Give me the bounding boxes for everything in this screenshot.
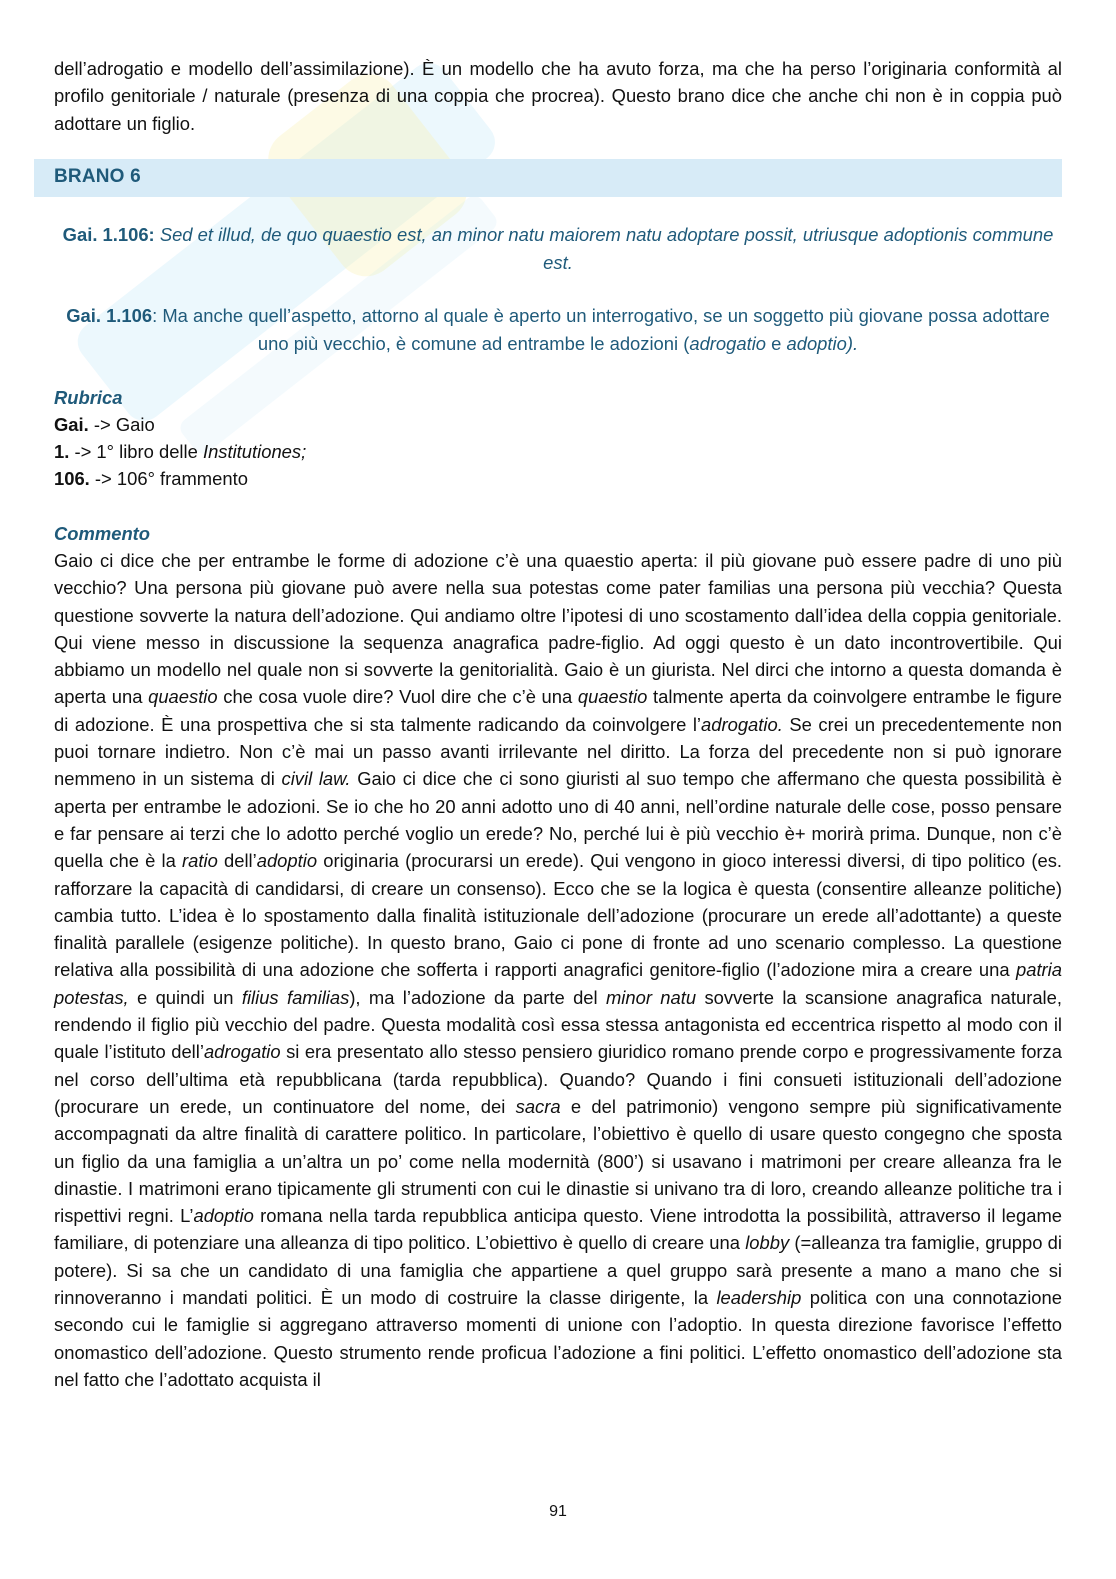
rubrica-value: -> 106° frammento	[89, 468, 248, 489]
commento-text: ), ma l’adozione da parte del	[349, 986, 606, 1008]
rubrica-section	[54, 384, 1062, 492]
translation-quote-text: : Ma anche quell’aspetto, attorno al quale è aperto un interrogativo, se un soggetto più giovane possa adottare uno più vecchio, è comune ad entrambe le adozioni (	[152, 305, 1050, 354]
rubrica-key: 106.	[54, 468, 90, 489]
commento-text: e quindi un	[128, 986, 242, 1008]
page-number: 91	[549, 1503, 567, 1520]
commento-section	[54, 520, 1062, 1393]
commento-emphasis: patria potestas,	[54, 959, 1062, 1008]
commento-emphasis: leadership	[716, 1287, 802, 1309]
commento-emphasis: adoptio	[193, 1205, 254, 1227]
rubrica-key: Gai.	[54, 414, 89, 435]
rubrica-key: 1.	[54, 441, 70, 462]
translation-quote	[54, 302, 1062, 358]
latin-quote-text: Sed et illud, de quo quaestio est, an minor natu maiorem natu adoptare possit, utriusque adoptionis commune est.	[159, 224, 1054, 273]
commento-text: Gaio ci dice che ci sono giuristi al suo tempo che affermano che questa possibilità è aperta per entrambe le adozioni. Se io che ho 20 anni adotto uno di 40 anni, nell’ordine naturale delle cose, posso pensare e far pensare ai terzi che lo adotto perché voglio un erede? No, perché lui è più vecchio è+ morirà prima. Dunque, non c’è quella che è la	[54, 768, 1062, 872]
commento-text: politica con una connotazione secondo cui le famiglie si aggregano attraverso momenti di unione con l’adoptio. In questa direzione favorisce l’effetto onomastico dell’adozione. Questo strumento rende proficua l’adozione a fini politici. L’effetto onomastico dell’adozione sta nel fatto che l’adottato acquista il	[54, 1287, 1062, 1390]
rubrica-line	[54, 438, 1062, 465]
translation-sep: e	[766, 333, 787, 354]
commento-emphasis: adrogatio	[203, 1041, 281, 1063]
commento-text: (=alleanza tra famiglie, gruppo di potere). Si sa che un candidato di una famiglia che appartiene a quel gruppo sarà presente a mano a mano che si rinnoveranno i mandati politici. È un modo di costruire la classe dirigente, la	[54, 1232, 1062, 1309]
intro-paragraph: dell’adrogatio e modello dell’assimilazione). È un modello che ha avuto forza, ma che ha perso l’originaria conformità al profilo genitoriale / naturale (presenza di una coppia che procrea). Questo brano dice che anche chi non è in coppia può adottare un figlio.	[54, 58, 1062, 134]
translation-term-adoptio: adoptio).	[786, 333, 859, 354]
section-title: BRANO 6	[54, 166, 141, 187]
rubrica-value: -> Gaio	[88, 414, 155, 435]
commento-text: si era presentato allo stesso pensiero giuridico romano prende corpo e progressivamente forza nel corso dell’ultima età repubblicana (tarda repubblica). Quando? Quando i fini consueti istituzionali dell’adozione (procurare un erede, un continuatore del nome, dei	[54, 1041, 1062, 1117]
commento-emphasis: quaestio	[148, 686, 218, 708]
commento-text: originaria (procurarsi un erede). Qui vengono in gioco interessi diversi, di tipo politico (es. rafforzare la capacità di candidarsi, di creare un consenso). Ecco che se la logica è questa (consentire alleanze politiche) cambia tutto. L’idea è lo spostamento dalla finalità istituzionale dell’adozione (procurare un erede all’adottante) a queste finalità parallele (esigenze politiche). In questo brano, Gaio ci pone di fronte ad uno scenario complesso. La questione relativa alla possibilità di una adozione che sofferta i rapporti anagrafici genitore-figlio (l’adozione mira a creare una	[54, 850, 1062, 981]
commento-text: sovverte la scansione anagrafica naturale, rendendo il figlio più vecchio del padre. Questa modalità così essa stessa antagonista ed eccentrica rispetto al modo con il quale l’istituto dell’	[54, 986, 1062, 1063]
commento-text: talmente aperta da coinvolgere entrambe le figure di adozione. È una prospettiva che si sta talmente radicando da coinvolgere l’	[54, 686, 1062, 735]
commento-emphasis: civil law.	[281, 768, 351, 790]
translation-quote-ref: Gai. 1.106	[66, 305, 153, 326]
commento-text: Se crei un precedentemente non puoi tornare indietro. Non c’è mai un passo avanti irrilevante nel diritto. La forza del precedente non si può ignorare nemmeno in un sistema di	[54, 713, 1062, 790]
commento-emphasis: filius familias	[241, 986, 350, 1008]
rubrica-value: -> 1° libro delle	[69, 441, 203, 462]
rubrica-title: Rubrica	[54, 387, 123, 408]
section-band	[34, 159, 1062, 197]
rubrica-line	[54, 411, 1062, 438]
commento-text: romana nella tarda repubblica anticipa questo. Viene introdotta la possibilità, attraverso il legame familiare, di potenziare una alleanza di tipo politico. L’obiettivo è quello di creare una	[54, 1205, 1062, 1254]
latin-quote	[54, 221, 1062, 277]
commento-emphasis: adoptio	[256, 850, 318, 872]
commento-emphasis: ratio	[182, 850, 218, 872]
rubrica-italic: Institutiones;	[202, 441, 307, 462]
commento-emphasis: lobby	[745, 1232, 790, 1254]
commento-text: dell’	[217, 850, 257, 872]
rubrica-line	[54, 465, 1062, 492]
commento-emphasis: quaestio	[577, 686, 648, 708]
commento-title: Commento	[54, 523, 151, 544]
translation-term-adrogatio: adrogatio	[689, 333, 767, 354]
commento-text: che cosa vuole dire? Vuol dire che c’è una	[217, 686, 578, 708]
commento-text: e del patrimonio) vengono sempre più significativamente accompagnati da altre finalità di carattere politico. In particolare, l’obiettivo è quello di usare questo congegno che sposta un figlio da una famiglia a un’altra un po’ come nella modernità (800’) si usavano i matrimoni per creare alleanza fra le dinastie. I matrimoni erano tipicamente gli strumenti con cui le dinastie si univano tra di loro, creando alleanze politiche tra i rispettivi regni. L’	[54, 1095, 1062, 1227]
commento-text: Gaio ci dice che per entrambe le forme di adozione c’è una quaestio aperta: il più giovane può essere padre di uno più vecchio? Una persona più giovane può avere nella sua potestas come pater familias una persona più vecchia? Questa questione sovverte la natura dell’adozione. Qui andiamo oltre l’ipotesi di uno scostamento dall’idea della coppia genitoriale. Qui viene messo in discussione la sequenza anagrafica padre-figlio. Ad oggi questo è un dato incontrovertibile. Qui abbiamo un modello nel quale non si sovverte la genitorialità. Gaio è un giurista. Nel dirci che intorno a questa domanda è aperta una	[54, 550, 1062, 708]
latin-quote-ref: Gai. 1.106:	[62, 224, 155, 245]
commento-paragraph	[54, 547, 1062, 1393]
commento-emphasis: adrogatio.	[701, 713, 783, 735]
commento-emphasis: sacra	[515, 1095, 561, 1117]
commento-emphasis: minor natu	[605, 986, 697, 1008]
